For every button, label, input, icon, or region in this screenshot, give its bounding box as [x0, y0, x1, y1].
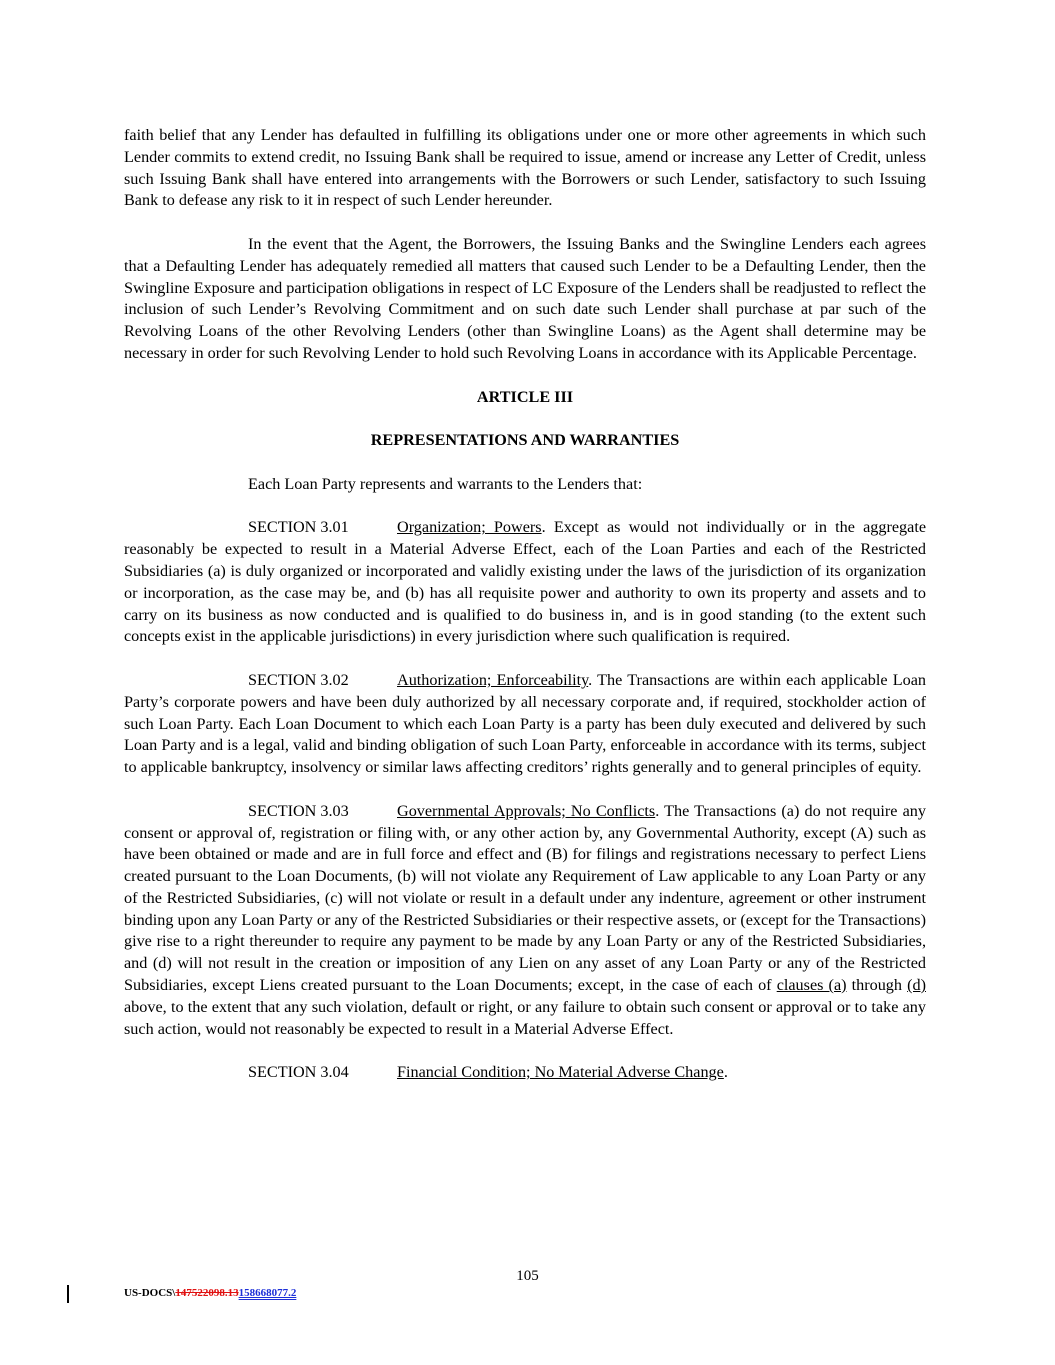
section-3-04: [124, 1062, 926, 1084]
paragraph-defaulting-lender: In the event that the Agent, the Borrowers, the Issuing Banks and the Swingline Lenders each agrees that a Defaulting Lender has adequately remedied all matters that caused such Lender to be a Defaulting Lender, then the Swingline Exposure and participation obligations in respect of LC Exposure of the Lenders shall be readjusted to reflect the inclusion of such Lender’s Revolving Commitment and on such date such Lender shall purchase at par such of the Revolving Loans of the other Revolving Lenders (other than Swingline Loans) as the Agent shall determine may be necessary in order for such Revolving Lender to hold such Revolving Loans in accordance with its Applicable Percentage.: [124, 234, 926, 362]
section-body: . Except as would not individually or in the aggregate reasonably be expected to result in a Material Adverse Effect, each of the Loan Parties and each of the Restricted Subsidiaries (a) is duly organized or incorporated and validly existing under the laws of the jurisdiction of its organization or incorporation, as the case may be, and (b) has all requisite power and authority to own its property and assets and to carry on its business as now conducted and is qualified to do business in, and is in good standing (to the extent such concepts exist in the applicable jurisdictions) in every jurisdiction where such qualification is required.: [124, 518, 926, 646]
section-heading: Governmental Approvals; No Conflicts: [397, 801, 656, 820]
article-number: ARTICLE III: [476, 387, 574, 406]
deleted-doc-id: 147522098.13: [175, 1287, 239, 1299]
section-heading: Organization; Powers: [397, 518, 542, 537]
section-3-01: [124, 517, 926, 648]
clause-reference-d: (d): [907, 976, 926, 995]
section-3-03: [124, 801, 926, 1041]
section-number: SECTION 3.03: [248, 801, 349, 820]
section-heading: Authorization; Enforceability: [397, 670, 589, 689]
doc-prefix: US-DOCS\: [124, 1287, 176, 1299]
section-number: SECTION 3.02: [248, 670, 349, 689]
article-title: REPRESENTATIONS AND WARRANTIES: [370, 431, 680, 450]
paragraph-intro: faith belief that any Lender has defaulted in fulfilling its obligations under one or more other agreements in which such Lender commits to extend credit, no Issuing Bank shall be required to issue, amend or increase any Letter of Credit, unless such Issuing Bank shall have entered into arrangements with the Borrowers or such Lender, satisfactory to such Issuing Bank to defease any risk to it in respect of such Lender hereunder.: [124, 126, 926, 210]
page-number: 105: [516, 1268, 539, 1284]
document-id-footer: [124, 1287, 296, 1299]
section-heading: Financial Condition; No Material Adverse Change: [397, 1063, 724, 1082]
section-3-02: [124, 670, 926, 779]
clause-reference-a: clauses (a): [776, 976, 847, 995]
change-bar: [67, 1285, 69, 1303]
section-number: SECTION 3.01: [248, 518, 349, 537]
inserted-doc-id: 158668077.2: [238, 1287, 297, 1299]
section-body: . The Transactions (a) do not require any consent or approval of, registration or filing with, or any other action by, any Governmental Authority, except (A) such as have been obtained or made and are in full force and effect and (B) for filings and registrations necessary to perfect Liens created pursuant to the Loan Documents, (b) will not violate any Requirement of Law applicable to any Loan Party or any of the Restricted Subsidiaries, (c) will not violate or result in a default under any indenture, agreement or other instrument binding upon any Loan Party or any of the Restricted Subsidiaries or their respective assets, or (except for the Transactions) give rise to a right thereunder to require any payment to be made by any Loan Party or any of the Restricted Subsidiaries, and (d) will not result in the creation or imposition of any Lien on any asset of any Loan Party or any of the Restricted Subsidiaries, except Liens created pursuant to the Loan Documents; except, in the case of each of: [124, 801, 926, 995]
section-body: .: [723, 1063, 728, 1082]
document-page: [124, 125, 926, 1106]
section-body: . The Transactions are within each applicable Loan Party’s corporate powers and have been duly authorized by all necessary corporate and, if required, stockholder action of such Loan Party. Each Loan Document to which each Loan Party is a party has been duly executed and delivered by such Loan Party and is a legal, valid and binding obligation of such Loan Party, enforceable in accordance with its terms, subject to applicable bankruptcy, insolvency or similar laws affecting creditors’ rights generally and to general principles of equity.: [124, 670, 926, 777]
article-intro: Each Loan Party represents and warrants to the Lenders that:: [248, 474, 643, 493]
section-number: SECTION 3.04: [248, 1063, 349, 1082]
section-body-end: above, to the extent that any such violation, default or right, or any failure to obtain such consent or approval or to take any such action, would not reasonably be expected to result in a Material Adverse Effect.: [124, 997, 926, 1038]
section-body-connector: through: [846, 976, 908, 995]
